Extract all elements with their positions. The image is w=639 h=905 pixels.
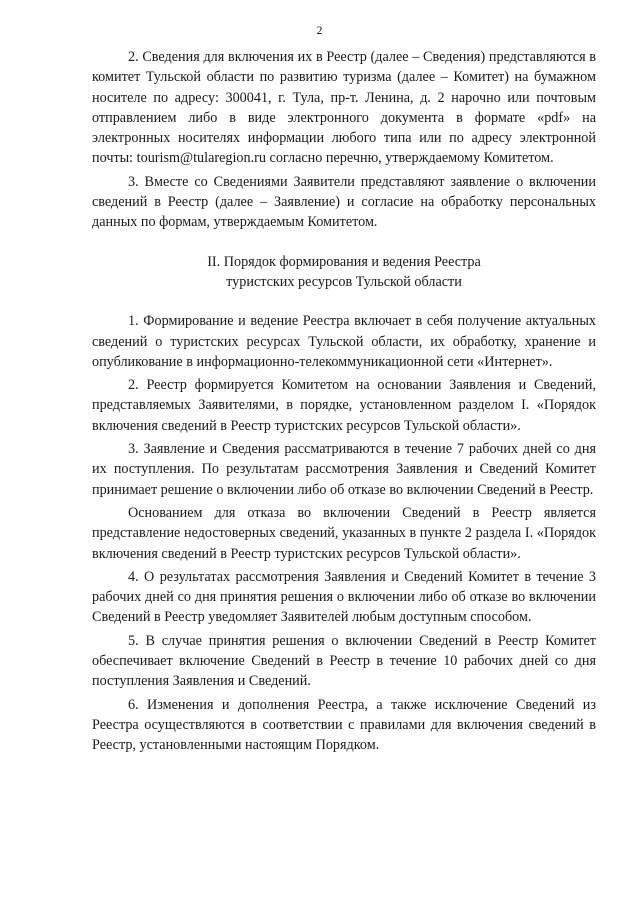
paragraph-section-2: 2. Реестр формируется Комитетом на основании Заявления и Сведений, представляемых Заявителями, в порядке, установленном разделом I. «Порядок включения сведений в Реестр туристских ресурсов Тульской области». (92, 377, 596, 434)
paragraph-intro-3: 3. Вместе со Сведениями Заявители представляют заявление о включении сведений в Реестр (далее – Заявление) и согласие на обработку персональных данных по формам, утверждаемым Комитетом. (92, 173, 596, 231)
paragraph-section-1: 1. Формирование и ведение Реестра включает в себя получение актуальных сведений о туристских ресурсах Тульской области, их обработку, хранение и опубликование в информационно-телекоммуникационной сети «Интернет». (92, 313, 596, 370)
paragraph-section-6: 6. Изменения и дополнения Реестра, а также исключение Сведений из Реестра осуществляются в соответствии с правилами для включения сведений в Реестр, установленными настоящим Порядком. (92, 696, 596, 754)
document-body (92, 47, 596, 759)
paragraph-section-5: 5. В случае принятия решения о включении Сведений в Реестр Комитет обеспечивает включение Сведений в Реестр в течение 10 рабочих дней со дня поступления Заявления и Сведений. (92, 632, 596, 690)
paragraph-intro-2: 2. Сведения для включения их в Реестр (далее – Сведения) представляются в комитет Тульской области по развитию туризма (далее – Комитет) на бумажном носителе по адресу: 300041, г. Тула, пр-т. Ленина, д. 2 нарочно или почтовым отправлением либо в виде электронного документа в формате «pdf» на электронных носителях информации любого типа или по адресу электронной почты: tourism@tularegion.ru согласно перечню, утверждаемому Комитетом. (92, 49, 596, 167)
section-heading (92, 252, 596, 293)
paragraph-section-4: 4. О результатах рассмотрения Заявления и Сведений Комитет в течение 3 рабочих дней со дня принятия решения о включении либо об отказе во включении Сведений в Реестр уведомляет Заявителей любым доступным способом. (92, 568, 596, 626)
section-heading-line-2: туристских ресурсов Тульской области (226, 273, 462, 290)
section-heading-line-1: II. Порядок формирования и ведения Реестра (207, 253, 481, 270)
paragraph-refusal-grounds: Основанием для отказа во включении Сведений в Реестр является представление недостоверных сведений, указанных в пункте 2 раздела I. «Порядок включения сведений в Реестр туристских ресурсов Тульской области». (92, 504, 596, 562)
paragraph-section-3: 3. Заявление и Сведения рассматриваются в течение 7 рабочих дней со дня их поступления. По результатам рассмотрения Заявления и Сведений Комитет принимает решение о включении либо об отказе во включении Сведений в Реестр. (92, 441, 596, 498)
page-number: 2 (316, 23, 323, 37)
